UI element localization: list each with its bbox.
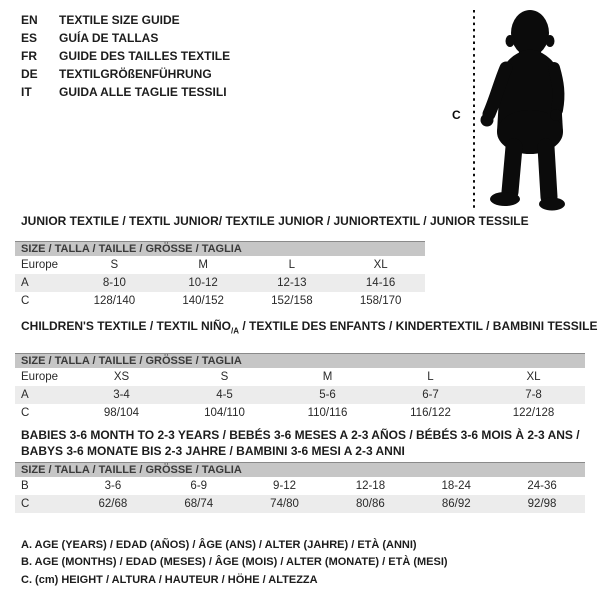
table-cell: 158/170 (359, 295, 402, 307)
children-title-subscript: /A (230, 326, 239, 336)
table-cell: 116/122 (410, 407, 451, 420)
lang-row-de (21, 65, 230, 83)
baby-silhouette (450, 2, 600, 214)
children-size-header-bar: SIZE / TALLA / TAILLE / GRÖSSE / TAGLIA (15, 353, 585, 368)
table-cell: 122/128 (512, 407, 555, 420)
table-cell: 110/116 (307, 407, 348, 420)
row-label: C (21, 407, 30, 420)
baby-foot-right (539, 198, 565, 211)
section-babies (15, 427, 585, 513)
language-title-list (21, 11, 230, 101)
row-label: A (21, 277, 29, 289)
table-cell: 5-6 (319, 389, 336, 402)
table-row (15, 292, 425, 310)
lang-code: IT (21, 85, 32, 99)
baby-hand-left (481, 114, 494, 127)
table-row (15, 495, 585, 513)
footnote-legend (21, 537, 448, 589)
table-cell: S (220, 371, 229, 384)
table-cell: 140/152 (182, 295, 224, 307)
table-cell: 98/104 (103, 407, 140, 420)
table-cell: 86/92 (441, 498, 471, 510)
baby-ear-left (506, 35, 515, 47)
table-cell: 3-4 (113, 389, 130, 402)
junior-section-title: JUNIOR TEXTILE / TEXTIL JUNIOR/ TEXTILE JUNIOR / JUNIORTEXTIL / JUNIOR TESSILE (21, 214, 529, 228)
height-label-c: C (452, 108, 461, 122)
footnote-b: B. AGE (MONTHS) / EDAD (MESES) / ÂGE (MOIS) / ALTER (MONATE) / ETÀ (MESI) (21, 556, 448, 569)
baby-leg-left (510, 147, 514, 192)
table-cell: 18-24 (441, 480, 471, 492)
table-cell: 152/158 (271, 295, 313, 307)
baby-leg-right (546, 147, 549, 197)
baby-ear-right (546, 35, 555, 47)
table-cell: 6-9 (190, 480, 208, 492)
row-label: C (21, 295, 30, 307)
lang-code: FR (21, 49, 37, 63)
table-cell: 62/68 (98, 498, 128, 510)
table-row (15, 386, 585, 404)
lang-label: TEXTILGRÖßENFÜHRUNG (59, 67, 212, 81)
lang-row-en (21, 11, 230, 29)
table-cell: 12-13 (277, 277, 307, 289)
table-cell: XL (373, 259, 388, 271)
footnote-a: A. AGE (YEARS) / EDAD (AÑOS) / ÂGE (ANS) / ALTER (JAHRE) / ETÀ (ANNI) (21, 539, 417, 551)
table-cell: XS (113, 371, 130, 384)
row-label: B (21, 480, 29, 492)
table-cell: 8-10 (102, 277, 126, 289)
section-children (15, 319, 598, 422)
table-cell: 80/86 (356, 498, 385, 510)
row-label: C (21, 498, 30, 510)
row-label: Europe (21, 371, 59, 384)
table-cell: M (198, 259, 208, 271)
table-cell: 9-12 (273, 480, 297, 492)
table-cell: 68/74 (184, 498, 214, 510)
lang-row-es (21, 29, 230, 47)
children-section-title (21, 319, 598, 338)
baby-arm-right (554, 68, 558, 110)
table-cell: 12-18 (355, 480, 386, 492)
babies-section-title (21, 427, 585, 459)
babies-title-line1: BABIES 3-6 MONTH TO 2-3 YEARS / BEBÉS 3-6 MESES A 2-3 AÑOS / BÉBÉS 3-6 MOIS À 2-3 ANS / (21, 428, 580, 442)
lang-row-fr (21, 47, 230, 65)
lang-label: GUIDA ALLE TAGLIE TESSILI (59, 85, 227, 99)
table-row (15, 404, 585, 422)
lang-label: GUÍA DE TALLAS (59, 31, 159, 45)
baby-foot-left (490, 192, 520, 206)
table-cell: 4-5 (216, 389, 233, 402)
baby-hand-right (550, 109, 562, 121)
table-cell: XL (526, 371, 541, 384)
row-label: Europe (21, 259, 59, 271)
footnote-c: C. (cm) HEIGHT / ALTURA / HAUTEUR / HÖHE / ALTEZZA (21, 573, 318, 586)
table-row (15, 368, 585, 386)
lang-code: DE (21, 67, 38, 81)
babies-size-header-bar: SIZE / TALLA / TAILLE / GRÖSSE / TAGLIA (15, 462, 585, 477)
lang-label: GUIDE DES TAILLES TEXTILE (59, 49, 231, 63)
table-row (15, 274, 425, 292)
lang-label: TEXTILE SIZE GUIDE (59, 13, 180, 27)
baby-figure (450, 2, 600, 214)
junior-size-header-bar: SIZE / TALLA / TAILLE / GRÖSSE / TAGLIA (15, 241, 425, 256)
table-cell: 74/80 (270, 498, 299, 510)
table-cell: S (110, 259, 119, 271)
table-row (15, 256, 425, 274)
children-title-suffix: / TEXTILE DES ENFANTS / KINDERTEXTIL / BAMBINI TESSILE (238, 319, 598, 333)
babies-title-line2: BABYS 3-6 MONATE BIS 2-3 JAHRE / BAMBINI 3-6 MESI A 2-3 ANNI (21, 444, 405, 458)
table-cell: 3-6 (104, 480, 122, 492)
table-cell: L (427, 371, 434, 384)
table-cell: 24-36 (527, 480, 557, 492)
table-cell: M (322, 371, 333, 384)
lang-code: EN (21, 13, 38, 27)
table-cell: 104/110 (204, 407, 245, 420)
children-title-prefix: CHILDREN'S TEXTILE / TEXTIL NIÑO (21, 319, 231, 333)
table-cell: 7-8 (525, 389, 542, 402)
table-cell: 14-16 (365, 277, 396, 289)
section-junior (15, 214, 529, 310)
table-row (15, 477, 585, 495)
table-cell: 6-7 (422, 389, 439, 402)
lang-row-it (21, 83, 230, 101)
table-cell: L (288, 259, 296, 271)
row-label: A (21, 389, 29, 402)
table-cell: 92/98 (527, 498, 557, 510)
table-cell: 10-12 (188, 277, 218, 289)
table-cell: 128/140 (93, 295, 136, 307)
lang-code: ES (21, 31, 38, 45)
